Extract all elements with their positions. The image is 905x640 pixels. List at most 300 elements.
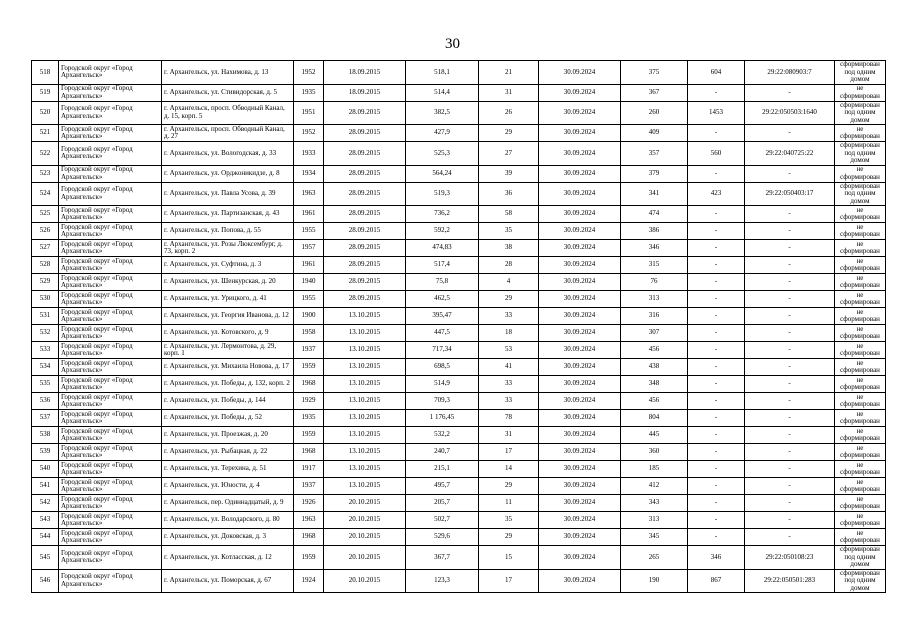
land-status-cell: не сформирован xyxy=(835,125,886,142)
build-year-cell: 1959 xyxy=(294,359,324,376)
area-cell: 462,5 xyxy=(406,291,479,308)
land-area-cell: - xyxy=(688,240,745,257)
row-number-cell: 530 xyxy=(32,291,59,308)
cadastral-number-cell: 29:22:050503:1640 xyxy=(745,101,835,125)
deadline-date-cell: 30.09.2024 xyxy=(539,529,621,546)
residents-cell: 58 xyxy=(479,206,539,223)
table-row xyxy=(32,495,886,512)
land-status-cell: не сформирован xyxy=(835,257,886,274)
cost-cell: 456 xyxy=(621,342,688,359)
land-area-cell: - xyxy=(688,223,745,240)
build-year-cell: 1958 xyxy=(294,325,324,342)
table-row xyxy=(32,342,886,359)
area-cell: 517,4 xyxy=(406,257,479,274)
address-cell: г. Архангельск, ул. Победы, д. 132, корп. 2 xyxy=(162,376,294,393)
residents-cell: 33 xyxy=(479,393,539,410)
address-cell: г. Архангельск, ул. Поморская, д. 67 xyxy=(162,569,294,593)
cost-cell: 375 xyxy=(621,61,688,85)
area-cell: 698,5 xyxy=(406,359,479,376)
row-number-cell: 528 xyxy=(32,257,59,274)
row-number-cell: 529 xyxy=(32,274,59,291)
cost-cell: 456 xyxy=(621,393,688,410)
owner-name-cell: Городской округ «Город Архангельск» xyxy=(59,478,162,495)
owner-name-cell: Городской округ «Город Архангельск» xyxy=(59,61,162,85)
date-recognized-cell: 13.10.2015 xyxy=(324,376,406,393)
deadline-date-cell: 30.09.2024 xyxy=(539,84,621,101)
land-status-cell: не сформирован xyxy=(835,359,886,376)
cadastral-number-cell: - xyxy=(745,495,835,512)
deadline-date-cell: 30.09.2024 xyxy=(539,495,621,512)
cost-cell: 260 xyxy=(621,101,688,125)
build-year-cell: 1959 xyxy=(294,427,324,444)
owner-name-cell: Городской округ «Город Архангельск» xyxy=(59,569,162,593)
land-status-cell: сформирован под одним домом xyxy=(835,569,886,593)
area-cell: 205,7 xyxy=(406,495,479,512)
address-cell: г. Архангельск, ул. Юности, д. 4 xyxy=(162,478,294,495)
build-year-cell: 1968 xyxy=(294,444,324,461)
land-area-cell: - xyxy=(688,165,745,182)
date-recognized-cell: 20.10.2015 xyxy=(324,529,406,546)
row-number-cell: 527 xyxy=(32,240,59,257)
cost-cell: 445 xyxy=(621,427,688,444)
deadline-date-cell: 30.09.2024 xyxy=(539,478,621,495)
build-year-cell: 1917 xyxy=(294,461,324,478)
residents-cell: 26 xyxy=(479,101,539,125)
area-cell: 514,4 xyxy=(406,84,479,101)
cost-cell: 265 xyxy=(621,546,688,570)
land-area-cell: - xyxy=(688,495,745,512)
cadastral-number-cell: - xyxy=(745,165,835,182)
land-area-cell: - xyxy=(688,529,745,546)
land-area-cell: - xyxy=(688,427,745,444)
build-year-cell: 1952 xyxy=(294,61,324,85)
build-year-cell: 1929 xyxy=(294,393,324,410)
owner-name-cell: Городской округ «Город Архангельск» xyxy=(59,84,162,101)
row-number-cell: 542 xyxy=(32,495,59,512)
address-cell: г. Архангельск, пер. Одиннадцатый, д. 9 xyxy=(162,495,294,512)
table-row xyxy=(32,325,886,342)
residents-cell: 4 xyxy=(479,274,539,291)
area-cell: 532,2 xyxy=(406,427,479,444)
cadastral-number-cell: - xyxy=(745,291,835,308)
deadline-date-cell: 30.09.2024 xyxy=(539,274,621,291)
land-status-cell: не сформирован xyxy=(835,393,886,410)
table-row xyxy=(32,427,886,444)
land-area-cell: - xyxy=(688,274,745,291)
land-area-cell: - xyxy=(688,325,745,342)
land-status-cell: не сформирован xyxy=(835,495,886,512)
cost-cell: 409 xyxy=(621,125,688,142)
table-body xyxy=(32,61,886,593)
owner-name-cell: Городской округ «Город Архангельск» xyxy=(59,359,162,376)
cost-cell: 346 xyxy=(621,240,688,257)
address-cell: г. Архангельск, ул. Розы Люксембург, д. 73, корп. 2 xyxy=(162,240,294,257)
land-area-cell: - xyxy=(688,342,745,359)
cadastral-number-cell: - xyxy=(745,478,835,495)
row-number-cell: 523 xyxy=(32,165,59,182)
land-area-cell: 423 xyxy=(688,182,745,206)
deadline-date-cell: 30.09.2024 xyxy=(539,427,621,444)
row-number-cell: 544 xyxy=(32,529,59,546)
date-recognized-cell: 28.09.2015 xyxy=(324,257,406,274)
land-status-cell: не сформирован xyxy=(835,84,886,101)
address-cell: г. Архангельск, ул. Рыбацкая, д. 22 xyxy=(162,444,294,461)
row-number-cell: 537 xyxy=(32,410,59,427)
build-year-cell: 1951 xyxy=(294,101,324,125)
row-number-cell: 533 xyxy=(32,342,59,359)
cadastral-number-cell: - xyxy=(745,393,835,410)
area-cell: 709,3 xyxy=(406,393,479,410)
cadastral-number-cell: - xyxy=(745,359,835,376)
cost-cell: 190 xyxy=(621,569,688,593)
table-row xyxy=(32,393,886,410)
address-cell: г. Архангельск, ул. Доковская, д. 3 xyxy=(162,529,294,546)
row-number-cell: 545 xyxy=(32,546,59,570)
address-cell: г. Архангельск, ул. Вологодская, д. 33 xyxy=(162,142,294,166)
deadline-date-cell: 30.09.2024 xyxy=(539,325,621,342)
cost-cell: 313 xyxy=(621,512,688,529)
table-row xyxy=(32,257,886,274)
date-recognized-cell: 13.10.2015 xyxy=(324,359,406,376)
row-number-cell: 524 xyxy=(32,182,59,206)
row-number-cell: 535 xyxy=(32,376,59,393)
land-status-cell: не сформирован xyxy=(835,427,886,444)
area-cell: 717,34 xyxy=(406,342,479,359)
owner-name-cell: Городской округ «Город Архангельск» xyxy=(59,461,162,478)
land-area-cell: - xyxy=(688,257,745,274)
date-recognized-cell: 28.09.2015 xyxy=(324,142,406,166)
cadastral-number-cell: - xyxy=(745,125,835,142)
date-recognized-cell: 13.10.2015 xyxy=(324,393,406,410)
row-number-cell: 538 xyxy=(32,427,59,444)
land-area-cell: 867 xyxy=(688,569,745,593)
land-status-cell: не сформирован xyxy=(835,410,886,427)
deadline-date-cell: 30.09.2024 xyxy=(539,125,621,142)
table-row xyxy=(32,182,886,206)
cadastral-number-cell: 29:22:050501:283 xyxy=(745,569,835,593)
residents-cell: 18 xyxy=(479,325,539,342)
cadastral-number-cell: - xyxy=(745,410,835,427)
address-cell: г. Архангельск, ул. Михаила Новова, д. 17 xyxy=(162,359,294,376)
residents-cell: 38 xyxy=(479,240,539,257)
cadastral-number-cell: - xyxy=(745,376,835,393)
deadline-date-cell: 30.09.2024 xyxy=(539,142,621,166)
residents-cell: 17 xyxy=(479,569,539,593)
deadline-date-cell: 30.09.2024 xyxy=(539,512,621,529)
owner-name-cell: Городской округ «Город Архангельск» xyxy=(59,240,162,257)
address-cell: г. Архангельск, ул. Котласская, д. 12 xyxy=(162,546,294,570)
date-recognized-cell: 20.10.2015 xyxy=(324,512,406,529)
build-year-cell: 1968 xyxy=(294,376,324,393)
land-status-cell: не сформирован xyxy=(835,291,886,308)
address-cell: г. Архангельск, ул. Попова, д. 55 xyxy=(162,223,294,240)
build-year-cell: 1924 xyxy=(294,569,324,593)
land-area-cell: - xyxy=(688,461,745,478)
deadline-date-cell: 30.09.2024 xyxy=(539,461,621,478)
cadastral-number-cell: - xyxy=(745,240,835,257)
row-number-cell: 539 xyxy=(32,444,59,461)
owner-name-cell: Городской округ «Город Архангельск» xyxy=(59,206,162,223)
land-status-cell: сформирован под одним домом xyxy=(835,142,886,166)
deadline-date-cell: 30.09.2024 xyxy=(539,393,621,410)
table-row xyxy=(32,308,886,325)
land-area-cell: - xyxy=(688,359,745,376)
cost-cell: 412 xyxy=(621,478,688,495)
owner-name-cell: Городской округ «Город Архангельск» xyxy=(59,410,162,427)
cost-cell: 313 xyxy=(621,291,688,308)
residents-cell: 35 xyxy=(479,512,539,529)
residents-cell: 29 xyxy=(479,125,539,142)
cost-cell: 315 xyxy=(621,257,688,274)
table-row xyxy=(32,223,886,240)
land-status-cell: не сформирован xyxy=(835,376,886,393)
build-year-cell: 1937 xyxy=(294,342,324,359)
table-row xyxy=(32,165,886,182)
build-year-cell: 1963 xyxy=(294,182,324,206)
table-row xyxy=(32,444,886,461)
area-cell: 495,7 xyxy=(406,478,479,495)
page-number: 30 xyxy=(445,36,460,52)
table-row xyxy=(32,410,886,427)
address-cell: г. Архангельск, ул. Шенкурская, д. 20 xyxy=(162,274,294,291)
owner-name-cell: Городской округ «Город Архангельск» xyxy=(59,546,162,570)
deadline-date-cell: 30.09.2024 xyxy=(539,376,621,393)
address-cell: г. Архангельск, просп. Обводный Канал, д. 27 xyxy=(162,125,294,142)
cost-cell: 307 xyxy=(621,325,688,342)
area-cell: 395,47 xyxy=(406,308,479,325)
deadline-date-cell: 30.09.2024 xyxy=(539,257,621,274)
row-number-cell: 521 xyxy=(32,125,59,142)
date-recognized-cell: 13.10.2015 xyxy=(324,444,406,461)
table-row xyxy=(32,546,886,570)
cadastral-number-cell: - xyxy=(745,257,835,274)
cost-cell: 341 xyxy=(621,182,688,206)
owner-name-cell: Городской округ «Город Архангельск» xyxy=(59,342,162,359)
area-cell: 519,3 xyxy=(406,182,479,206)
address-cell: г. Архангельск, ул. Проезжая, д. 20 xyxy=(162,427,294,444)
area-cell: 240,7 xyxy=(406,444,479,461)
address-cell: г. Архангельск, ул. Котовского, д. 9 xyxy=(162,325,294,342)
area-cell: 447,5 xyxy=(406,325,479,342)
cadastral-number-cell: - xyxy=(745,223,835,240)
residents-cell: 39 xyxy=(479,165,539,182)
residents-cell: 41 xyxy=(479,359,539,376)
area-cell: 564,24 xyxy=(406,165,479,182)
cost-cell: 185 xyxy=(621,461,688,478)
land-status-cell: не сформирован xyxy=(835,529,886,546)
cadastral-number-cell: 29:22:080903:7 xyxy=(745,61,835,85)
land-status-cell: не сформирован xyxy=(835,206,886,223)
build-year-cell: 1955 xyxy=(294,291,324,308)
date-recognized-cell: 20.10.2015 xyxy=(324,569,406,593)
build-year-cell: 1959 xyxy=(294,546,324,570)
area-cell: 474,83 xyxy=(406,240,479,257)
residents-cell: 33 xyxy=(479,376,539,393)
land-status-cell: не сформирован xyxy=(835,461,886,478)
cadastral-number-cell: 29:22:050108:23 xyxy=(745,546,835,570)
address-cell: г. Архангельск, ул. Суфтина, д. 3 xyxy=(162,257,294,274)
owner-name-cell: Городской округ «Город Архангельск» xyxy=(59,223,162,240)
table-row xyxy=(32,125,886,142)
owner-name-cell: Городской округ «Город Архангельск» xyxy=(59,182,162,206)
residents-cell: 35 xyxy=(479,223,539,240)
address-cell: г. Архангельск, ул. Георгия Иванова, д. 12 xyxy=(162,308,294,325)
area-cell: 427,9 xyxy=(406,125,479,142)
deadline-date-cell: 30.09.2024 xyxy=(539,308,621,325)
build-year-cell: 1955 xyxy=(294,223,324,240)
cost-cell: 345 xyxy=(621,529,688,546)
owner-name-cell: Городской округ «Город Архангельск» xyxy=(59,257,162,274)
address-cell: г. Архангельск, ул. Павла Усова, д. 39 xyxy=(162,182,294,206)
row-number-cell: 519 xyxy=(32,84,59,101)
cadastral-number-cell: - xyxy=(745,444,835,461)
residents-cell: 14 xyxy=(479,461,539,478)
deadline-date-cell: 30.09.2024 xyxy=(539,359,621,376)
owner-name-cell: Городской округ «Город Архангельск» xyxy=(59,325,162,342)
owner-name-cell: Городской округ «Город Архангельск» xyxy=(59,291,162,308)
land-status-cell: сформирован под одним домом xyxy=(835,546,886,570)
date-recognized-cell: 18.09.2015 xyxy=(324,84,406,101)
cost-cell: 438 xyxy=(621,359,688,376)
deadline-date-cell: 30.09.2024 xyxy=(539,569,621,593)
row-number-cell: 546 xyxy=(32,569,59,593)
date-recognized-cell: 28.09.2015 xyxy=(324,125,406,142)
residents-cell: 21 xyxy=(479,61,539,85)
build-year-cell: 1963 xyxy=(294,512,324,529)
housing-registry-table xyxy=(31,60,886,593)
table-row xyxy=(32,376,886,393)
cadastral-number-cell: 29:22:040725:22 xyxy=(745,142,835,166)
area-cell: 215,1 xyxy=(406,461,479,478)
residents-cell: 17 xyxy=(479,444,539,461)
address-cell: г. Архангельск, просп. Обводный Канал, д. 15, корп. 5 xyxy=(162,101,294,125)
date-recognized-cell: 13.10.2015 xyxy=(324,478,406,495)
residents-cell: 29 xyxy=(479,291,539,308)
table-row xyxy=(32,274,886,291)
address-cell: г. Архангельск, ул. Победы, д. 144 xyxy=(162,393,294,410)
area-cell: 382,5 xyxy=(406,101,479,125)
land-area-cell: 604 xyxy=(688,61,745,85)
owner-name-cell: Городской округ «Город Архангельск» xyxy=(59,165,162,182)
date-recognized-cell: 28.09.2015 xyxy=(324,165,406,182)
owner-name-cell: Городской округ «Город Архангельск» xyxy=(59,142,162,166)
land-area-cell: - xyxy=(688,125,745,142)
deadline-date-cell: 30.09.2024 xyxy=(539,444,621,461)
area-cell: 502,7 xyxy=(406,512,479,529)
build-year-cell: 1935 xyxy=(294,410,324,427)
row-number-cell: 540 xyxy=(32,461,59,478)
table-row xyxy=(32,84,886,101)
table-row xyxy=(32,206,886,223)
area-cell: 525,3 xyxy=(406,142,479,166)
area-cell: 518,1 xyxy=(406,61,479,85)
land-area-cell: - xyxy=(688,512,745,529)
residents-cell: 53 xyxy=(479,342,539,359)
owner-name-cell: Городской округ «Город Архангельск» xyxy=(59,512,162,529)
date-recognized-cell: 28.09.2015 xyxy=(324,274,406,291)
cadastral-number-cell: - xyxy=(745,427,835,444)
row-number-cell: 522 xyxy=(32,142,59,166)
land-area-cell: 346 xyxy=(688,546,745,570)
owner-name-cell: Городской округ «Город Архангельск» xyxy=(59,393,162,410)
build-year-cell: 1933 xyxy=(294,142,324,166)
deadline-date-cell: 30.09.2024 xyxy=(539,182,621,206)
build-year-cell: 1934 xyxy=(294,165,324,182)
table-row xyxy=(32,101,886,125)
residents-cell: 27 xyxy=(479,142,539,166)
land-status-cell: не сформирован xyxy=(835,478,886,495)
date-recognized-cell: 28.09.2015 xyxy=(324,223,406,240)
deadline-date-cell: 30.09.2024 xyxy=(539,223,621,240)
date-recognized-cell: 20.10.2015 xyxy=(324,546,406,570)
table-row xyxy=(32,529,886,546)
deadline-date-cell: 30.09.2024 xyxy=(539,206,621,223)
land-status-cell: не сформирован xyxy=(835,342,886,359)
deadline-date-cell: 30.09.2024 xyxy=(539,165,621,182)
owner-name-cell: Городской округ «Город Архангельск» xyxy=(59,125,162,142)
table-row xyxy=(32,461,886,478)
build-year-cell: 1900 xyxy=(294,308,324,325)
residents-cell: 28 xyxy=(479,257,539,274)
row-number-cell: 520 xyxy=(32,101,59,125)
build-year-cell: 1961 xyxy=(294,257,324,274)
land-status-cell: сформирован под одним домом xyxy=(835,101,886,125)
area-cell: 1 176,45 xyxy=(406,410,479,427)
residents-cell: 31 xyxy=(479,84,539,101)
row-number-cell: 518 xyxy=(32,61,59,85)
cost-cell: 386 xyxy=(621,223,688,240)
address-cell: г. Архангельск, ул. Партизанская, д. 43 xyxy=(162,206,294,223)
land-status-cell: не сформирован xyxy=(835,512,886,529)
residents-cell: 15 xyxy=(479,546,539,570)
table-row xyxy=(32,240,886,257)
land-area-cell: - xyxy=(688,444,745,461)
residents-cell: 29 xyxy=(479,478,539,495)
row-number-cell: 525 xyxy=(32,206,59,223)
address-cell: г. Архангельск, ул. Орджоникидзе, д. 8 xyxy=(162,165,294,182)
row-number-cell: 534 xyxy=(32,359,59,376)
date-recognized-cell: 28.09.2015 xyxy=(324,240,406,257)
cost-cell: 343 xyxy=(621,495,688,512)
deadline-date-cell: 30.09.2024 xyxy=(539,546,621,570)
cost-cell: 360 xyxy=(621,444,688,461)
table-row xyxy=(32,512,886,529)
residents-cell: 36 xyxy=(479,182,539,206)
land-status-cell: не сформирован xyxy=(835,308,886,325)
address-cell: г. Архангельск, ул. Лермонтова, д. 29, корп. 1 xyxy=(162,342,294,359)
date-recognized-cell: 28.09.2015 xyxy=(324,182,406,206)
row-number-cell: 526 xyxy=(32,223,59,240)
owner-name-cell: Городской округ «Город Архангельск» xyxy=(59,427,162,444)
land-status-cell: не сформирован xyxy=(835,223,886,240)
land-status-cell: сформирован под одним домом xyxy=(835,182,886,206)
residents-cell: 31 xyxy=(479,427,539,444)
cost-cell: 379 xyxy=(621,165,688,182)
cost-cell: 367 xyxy=(621,84,688,101)
area-cell: 529,6 xyxy=(406,529,479,546)
row-number-cell: 532 xyxy=(32,325,59,342)
cost-cell: 357 xyxy=(621,142,688,166)
land-area-cell: - xyxy=(688,410,745,427)
deadline-date-cell: 30.09.2024 xyxy=(539,291,621,308)
land-area-cell: 560 xyxy=(688,142,745,166)
row-number-cell: 541 xyxy=(32,478,59,495)
owner-name-cell: Городской округ «Город Архангельск» xyxy=(59,444,162,461)
row-number-cell: 531 xyxy=(32,308,59,325)
area-cell: 736,2 xyxy=(406,206,479,223)
date-recognized-cell: 13.10.2015 xyxy=(324,325,406,342)
land-area-cell: - xyxy=(688,376,745,393)
